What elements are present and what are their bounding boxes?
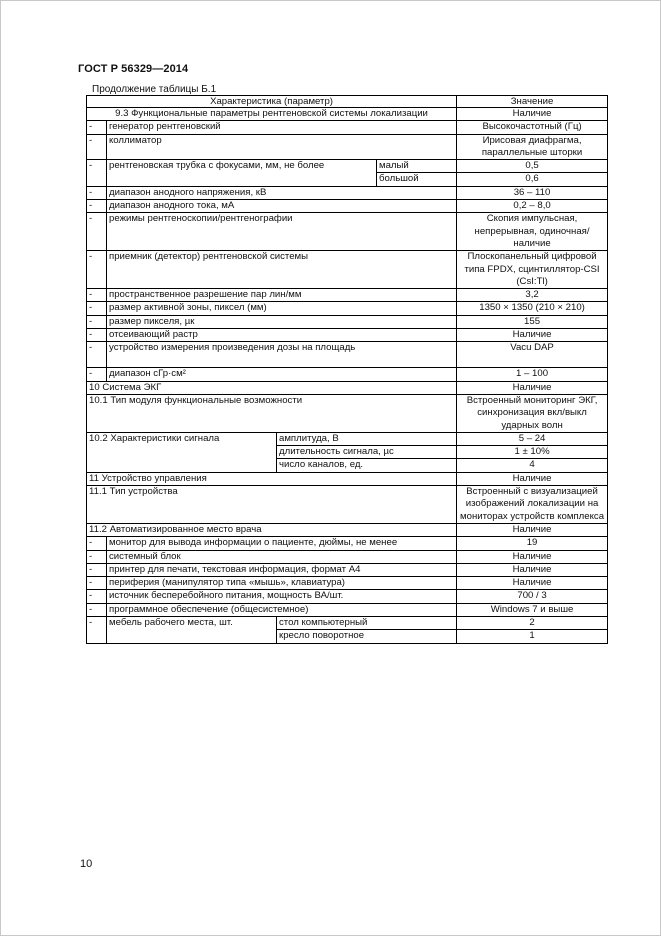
table-row	[87, 523, 608, 536]
table-row	[87, 200, 608, 213]
row-value: 155	[457, 315, 608, 328]
row-value: Наличие	[457, 108, 608, 121]
row-value: Наличие	[457, 472, 608, 485]
table-row	[87, 486, 608, 524]
table-row	[87, 472, 608, 485]
table-row	[87, 432, 608, 445]
table-row	[87, 603, 608, 616]
row-label: мебель рабочего места, шт.	[107, 616, 277, 643]
row-dash: -	[87, 302, 107, 315]
row-sublabel: амплитуда, В	[277, 432, 457, 445]
row-label: пространственное разрешение пар лин/мм	[107, 289, 457, 302]
row-value: Встроенный мониторинг ЭКГ, синхронизация вкл/выкл ударных волн	[457, 394, 608, 432]
row-label: 9.3 Функциональные параметры рентгеновской системы локализации	[87, 108, 457, 121]
column-header-characteristic: Характеристика (параметр)	[87, 96, 457, 108]
row-label: программное обеспечение (общесистемное)	[107, 603, 457, 616]
table-header-row	[87, 96, 608, 108]
row-label: 10.2 Характеристики сигнала	[87, 432, 277, 472]
table-row	[87, 302, 608, 315]
table-row	[87, 537, 608, 550]
row-value: 5 – 24	[457, 432, 608, 445]
row-value: Ирисовая диафрагма, параллельные шторки	[457, 134, 608, 160]
row-value: Наличие	[457, 523, 608, 536]
row-dash: -	[87, 603, 107, 616]
row-value: 36 – 110	[457, 186, 608, 199]
row-dash: -	[87, 251, 107, 289]
row-dash: -	[87, 134, 107, 160]
row-value: 0,6	[457, 173, 608, 186]
row-value: Windows 7 и выше	[457, 603, 608, 616]
row-dash: -	[87, 315, 107, 328]
table-row	[87, 251, 608, 289]
row-dash: -	[87, 121, 107, 134]
row-value: Наличие	[457, 550, 608, 563]
row-value: 3,2	[457, 289, 608, 302]
row-label: коллиматор	[107, 134, 457, 160]
table-row	[87, 381, 608, 394]
row-value: Встроенный с визуализацией изображений локализации на мониторах устройств комплекса	[457, 486, 608, 524]
row-dash: -	[87, 590, 107, 603]
table-row	[87, 577, 608, 590]
row-label: 10 Система ЭКГ	[87, 381, 457, 394]
row-value: Плоскопанельный цифровой типа FPDX, сцинтиллятор-CSI (CsI:Tl)	[457, 251, 608, 289]
table-row	[87, 342, 608, 368]
row-dash: -	[87, 563, 107, 576]
table-row	[87, 121, 608, 134]
row-label: периферия (манипулятор типа «мышь», клавиатура)	[107, 577, 457, 590]
row-label: диапазон сГр·см²	[107, 368, 457, 381]
row-value: 1 – 100	[457, 368, 608, 381]
row-sublabel: длительность сигнала, µс	[277, 446, 457, 459]
row-label: 11.1 Тип устройства	[87, 486, 457, 524]
row-value: 2	[457, 616, 608, 629]
row-value: Наличие	[457, 381, 608, 394]
row-value: Наличие	[457, 563, 608, 576]
row-sublabel: большой	[377, 173, 457, 186]
row-sublabel: стол компьютерный	[277, 616, 457, 629]
row-dash: -	[87, 213, 107, 251]
row-value: 0,5	[457, 160, 608, 173]
row-dash: -	[87, 160, 107, 187]
row-value: 700 / 3	[457, 590, 608, 603]
row-dash: -	[87, 537, 107, 550]
row-label: устройство измерения произведения дозы на площадь	[107, 342, 457, 368]
row-dash: -	[87, 577, 107, 590]
row-label: режимы рентгеноскопии/рентгенографии	[107, 213, 457, 251]
row-value: Наличие	[457, 329, 608, 342]
row-value: 0,2 – 8,0	[457, 200, 608, 213]
row-label: размер пикселя, µк	[107, 315, 457, 328]
row-label: системный блок	[107, 550, 457, 563]
table-row	[87, 329, 608, 342]
row-dash: -	[87, 186, 107, 199]
row-sublabel: кресло поворотное	[277, 630, 457, 643]
row-label: приемник (детектор) рентгеновской системы	[107, 251, 457, 289]
page-number: 10	[80, 858, 93, 870]
table-row	[87, 590, 608, 603]
row-label: принтер для печати, текстовая информация, формат А4	[107, 563, 457, 576]
table-row	[87, 394, 608, 432]
table-row	[87, 616, 608, 629]
table-row	[87, 108, 608, 121]
row-value: Высокочастотный (Гц)	[457, 121, 608, 134]
row-dash: -	[87, 329, 107, 342]
row-value: 19	[457, 537, 608, 550]
row-value: Наличие	[457, 577, 608, 590]
row-label: диапазон анодного тока, мА	[107, 200, 457, 213]
row-dash: -	[87, 616, 107, 643]
row-label: отсеивающий растр	[107, 329, 457, 342]
row-value: Vacu DAP	[457, 342, 608, 368]
row-label: размер активной зоны, пиксел (мм)	[107, 302, 457, 315]
row-label: 11.2 Автоматизированное место врача	[87, 523, 457, 536]
table-row	[87, 563, 608, 576]
row-value: 4	[457, 459, 608, 472]
row-sublabel: малый	[377, 160, 457, 173]
document-title: ГОСТ Р 56329—2014	[78, 63, 189, 75]
table-row	[87, 315, 608, 328]
row-value: 1 ± 10%	[457, 446, 608, 459]
table-row	[87, 368, 608, 381]
row-label: источник бесперебойного питания, мощность ВА/шт.	[107, 590, 457, 603]
row-value: Скопия импульсная, непрерывная, одиночная/наличие	[457, 213, 608, 251]
table-row	[87, 289, 608, 302]
table-row	[87, 134, 608, 160]
row-value: 1350 × 1350 (210 × 210)	[457, 302, 608, 315]
row-label: 10.1 Тип модуля функциональные возможности	[87, 394, 457, 432]
table-caption: Продолжение таблицы Б.1	[92, 84, 217, 95]
table-row	[87, 213, 608, 251]
spec-table	[86, 95, 608, 644]
row-dash: -	[87, 342, 107, 368]
row-label: рентгеновская трубка с фокусами, мм, не более	[107, 160, 377, 187]
row-label: 11 Устройство управления	[87, 472, 457, 485]
row-label: диапазон анодного напряжения, кВ	[107, 186, 457, 199]
row-label: монитор для вывода информации о пациенте, дюймы, не менее	[107, 537, 457, 550]
column-header-value: Значение	[457, 96, 608, 108]
row-value: 1	[457, 630, 608, 643]
table-row	[87, 550, 608, 563]
row-dash: -	[87, 550, 107, 563]
row-label: генератор рентгеновский	[107, 121, 457, 134]
row-dash: -	[87, 289, 107, 302]
table-row	[87, 160, 608, 173]
table-row	[87, 186, 608, 199]
row-dash: -	[87, 200, 107, 213]
row-sublabel: число каналов, ед.	[277, 459, 457, 472]
row-dash: -	[87, 368, 107, 381]
